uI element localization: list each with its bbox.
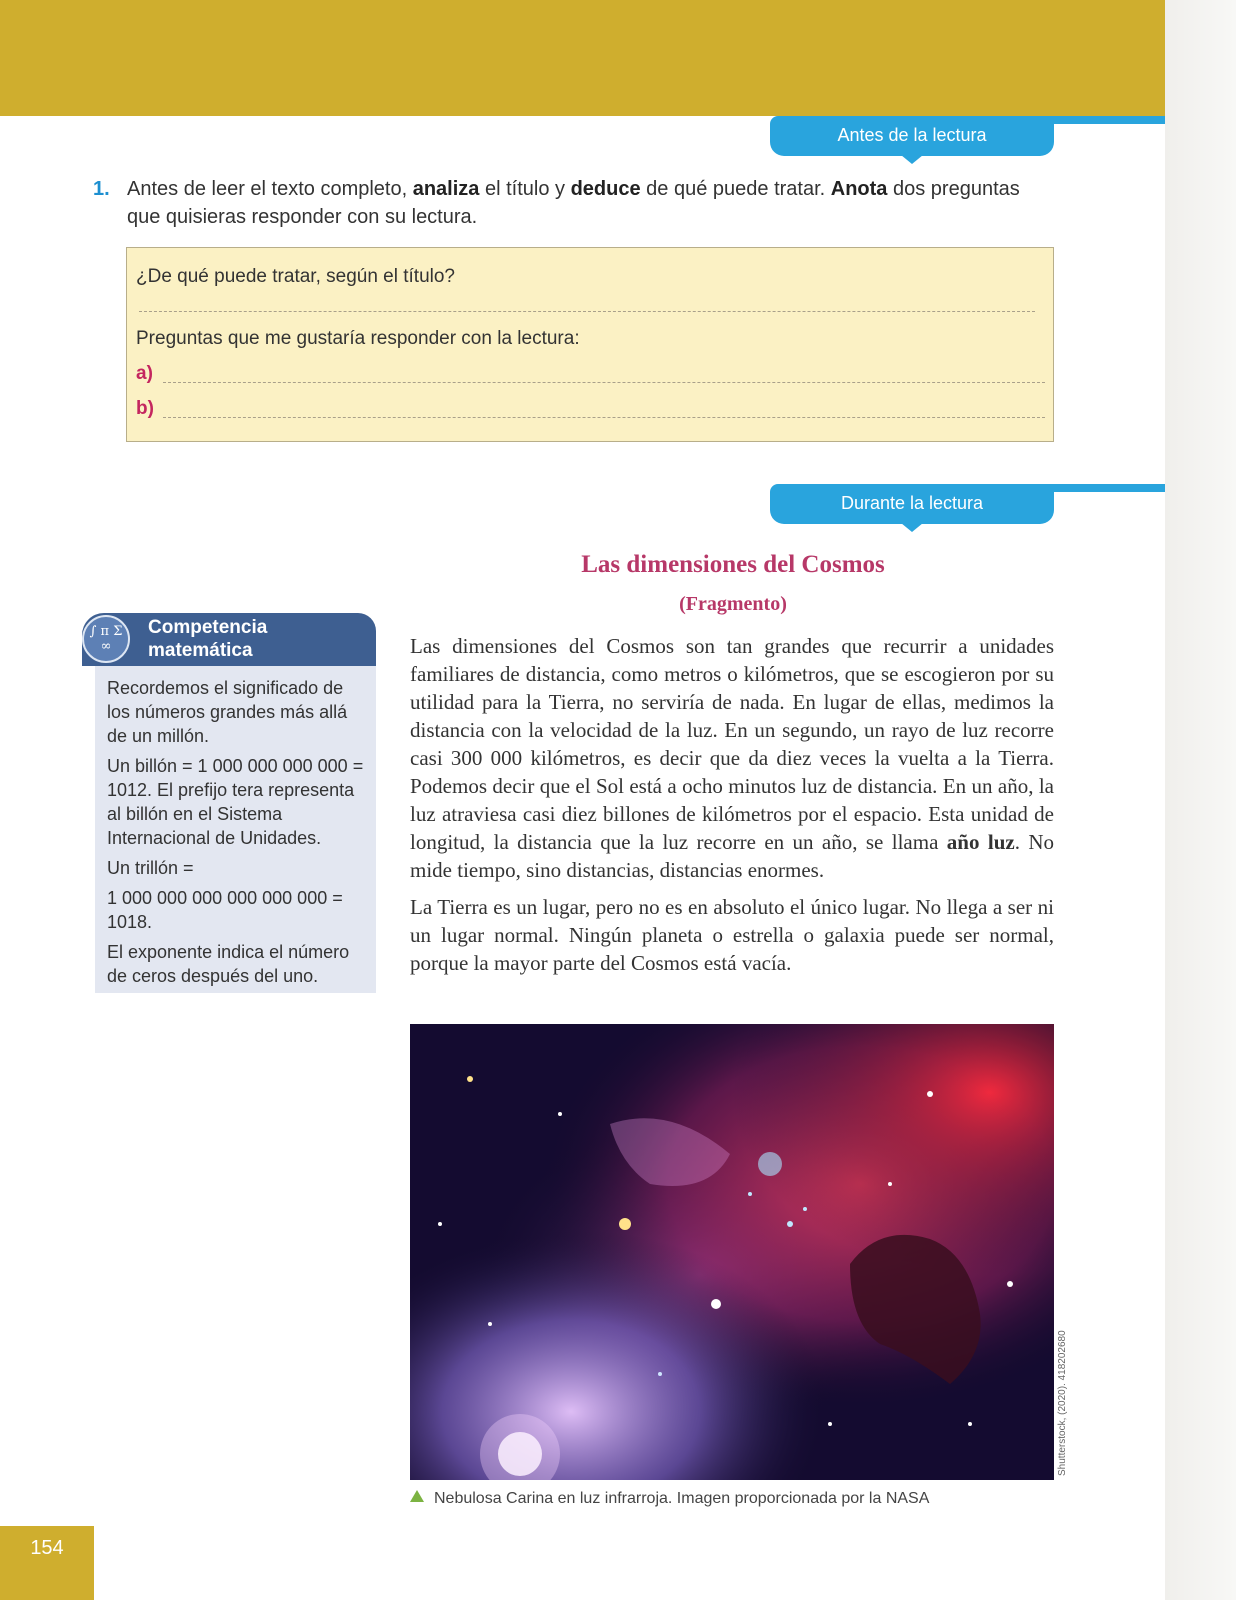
- answer-box: [126, 247, 1054, 442]
- section-tab-label: Durante la lectura: [840, 493, 984, 513]
- sidebar-paragraph: El exponente indica el número de ceros después del uno.: [107, 942, 350, 986]
- answer-line-topic[interactable]: [139, 311, 1035, 312]
- answer-line-b[interactable]: [163, 417, 1045, 418]
- question-text: [127, 175, 1053, 231]
- question-keyword: analiza: [412, 178, 480, 200]
- image-credit: Shutterstock, (2020). 418202680: [1057, 1330, 1068, 1476]
- item-a-label: a): [136, 363, 153, 384]
- question-keyword: Anota: [830, 178, 888, 200]
- section-tab-before: [770, 116, 1054, 156]
- caption-triangle-icon: [410, 1490, 424, 1502]
- article-body: [410, 632, 1054, 986]
- question-1: [93, 175, 1053, 231]
- image-caption: [410, 1490, 929, 1508]
- prompt-topic: ¿De qué puede tratar, según el título?: [136, 266, 455, 287]
- page-number: [0, 1526, 94, 1600]
- math-symbols-icon: ∫ π Σ ∞: [82, 615, 130, 663]
- article-title: Las dimensiones del Cosmos: [581, 551, 885, 578]
- tab-pointer-icon: [901, 155, 923, 164]
- sidebar-paragraph: Un trillón =: [107, 858, 194, 878]
- question-number: 1.: [93, 178, 110, 200]
- page-number-text: 154: [30, 1537, 64, 1559]
- sidebar-title-line1: Competencia: [148, 617, 268, 638]
- section-rule-before: [1040, 116, 1165, 124]
- question-text-part: Antes de leer el texto completo,: [127, 178, 413, 200]
- nebula-image: [410, 1024, 1054, 1480]
- page-edge: [1165, 0, 1236, 1600]
- question-keyword: deduce: [570, 178, 641, 200]
- sidebar-paragraph: Recordemos el significado de los números grandes más allá de un millón.: [107, 678, 348, 746]
- paragraph-text: Las dimensiones del Cosmos son tan grandes que recurrir a unidades familiares de distancia, como metros o kilómetros, que se escogieron por su utilidad para la Tierra, no serviría de nada. En lugar de ellas, medimos la distancia con la velocidad de la luz. En un segundo, un rayo de luz recorre casi 300 000 kilómetros, es decir que da diez veces la vuelta a la Tierra. Podemos decir que el Sol está a ocho minutos luz de distancia. En un año, la luz atraviesa casi diez billones de kilómetros por el espacio. Esta unidad de longitud, la distancia que la luz recorre en un año, se llama: [410, 634, 1054, 854]
- sidebar-body: [95, 666, 376, 993]
- section-tab-during: [770, 484, 1054, 524]
- section-tab-label: Antes de la lectura: [837, 125, 987, 145]
- paragraph-text: . No mide tiempo, sino distancias, distancias enormes.: [410, 830, 1055, 882]
- question-text-part: dos preguntas que quisieras responder con su lectura.: [127, 178, 1020, 228]
- caption-text: Nebulosa Carina en luz infrarroja. Imagen proporcionada por la NASA: [434, 1490, 930, 1507]
- article-paragraph-1: [410, 632, 1054, 884]
- key-term: año luz: [946, 830, 1015, 854]
- tab-pointer-icon: [901, 523, 923, 532]
- section-rule-during: [1040, 484, 1165, 492]
- header-band: [0, 0, 1165, 116]
- sidebar-paragraph: 1 000 000 000 000 000 000 = 1018.: [107, 888, 343, 932]
- sidebar-title-line2: matemática: [148, 640, 253, 661]
- article-paragraph-2: La Tierra es un lugar, pero no es en absoluto el único lugar. No llega a ser ni un lugar normal. Ningún planeta o estrella o galaxia puede ser normal, porque la mayor parte del Cosmos está vacía.: [410, 895, 1054, 975]
- question-text-part: de qué puede tratar.: [640, 178, 831, 200]
- question-text-part: el título y: [479, 178, 571, 200]
- nebula-illustration: [410, 1024, 1054, 1480]
- sidebar-paragraph: Un billón = 1 000 000 000 000 = 1012. El prefijo tera representa al billón en el Sistema Internacional de Unidades.: [107, 756, 364, 848]
- sidebar-header: [82, 613, 376, 666]
- article-subtitle: (Fragmento): [679, 593, 787, 615]
- prompt-questions: Preguntas que me gustaría responder con la lectura:: [136, 328, 580, 349]
- item-b-label: b): [136, 398, 154, 419]
- sidebar-title: [148, 616, 267, 662]
- answer-line-a[interactable]: [163, 382, 1045, 383]
